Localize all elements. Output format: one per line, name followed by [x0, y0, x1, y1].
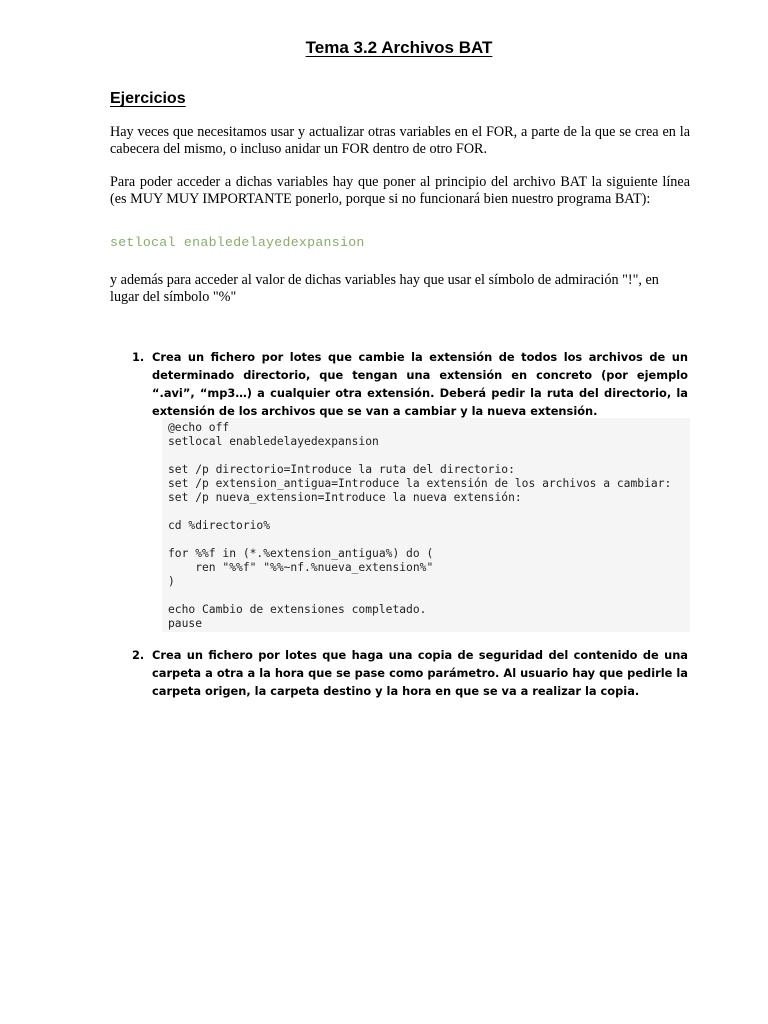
code-line: set /p directorio=Introduce la ruta del directorio:	[168, 463, 515, 476]
section-heading-ejercicios: Ejercicios	[110, 90, 186, 107]
code-line: ren "%%f" "%%~nf.%nueva_extension%"	[168, 561, 434, 574]
document-title: Tema 3.2 Archivos BAT	[305, 38, 493, 57]
code-line: set /p extension_antigua=Introduce la extensión de los archivos a cambiar:	[168, 477, 672, 490]
exercise-number: 2.	[132, 648, 145, 662]
intro-paragraph-3: y además para acceder al valor de dichas variables hay que usar el símbolo de admiración "!", en lugar del símbolo "%"	[110, 272, 659, 305]
code-line	[168, 449, 690, 463]
code-line: @echo off	[168, 421, 230, 434]
exercise-text: Crea un fichero por lotes que haga una copia de seguridad del contenido de una carpeta a otra a la hora que se pase como parámetro. Al usuario hay que pedirle la carpeta origen, la carpeta destino y la hora en que se va a realizar la copia.	[152, 648, 688, 698]
code-line: for %%f in (*.%extension_antigua%) do (	[168, 547, 434, 560]
code-line: echo Cambio de extensiones completado.	[168, 603, 427, 616]
code-line: setlocal enabledelayedexpansion	[168, 435, 379, 448]
code-line: cd %directorio%	[168, 519, 271, 532]
exercise-2	[132, 646, 688, 700]
exercise-text: Crea un fichero por lotes que cambie la extensión de todos los archivos de un determinado directorio, que tengan una extensión en concreto (por ejemplo “.avi”, “mp3…) a cualquier otra extensión. Deberá pedir la ruta del directorio, la extensión de los archivos que se van a cambiar y la nueva extensión.	[152, 350, 688, 418]
setlocal-code-snippet: setlocal enabledelayedexpansion	[110, 235, 365, 250]
intro-paragraph-1: Hay veces que necesitamos usar y actualizar otras variables en el FOR, a parte de la que se crea en la cabecera del mismo, o incluso anidar un FOR dentro de otro FOR.	[110, 124, 690, 157]
code-line: )	[168, 575, 175, 588]
code-line	[168, 589, 690, 603]
exercise-number: 1.	[132, 350, 145, 364]
code-block	[162, 418, 690, 632]
code-line: set /p nueva_extension=Introduce la nueva extensión:	[168, 491, 522, 504]
code-line	[168, 505, 690, 519]
intro-paragraph-2: Para poder acceder a dichas variables hay que poner al principio del archivo BAT la siguiente línea (es MUY MUY IMPORTANTE ponerlo, porque si no funcionará bien nuestro programa BAT):	[110, 174, 690, 207]
exercise-1	[132, 348, 688, 420]
code-line: pause	[168, 617, 203, 630]
code-line	[168, 533, 690, 547]
